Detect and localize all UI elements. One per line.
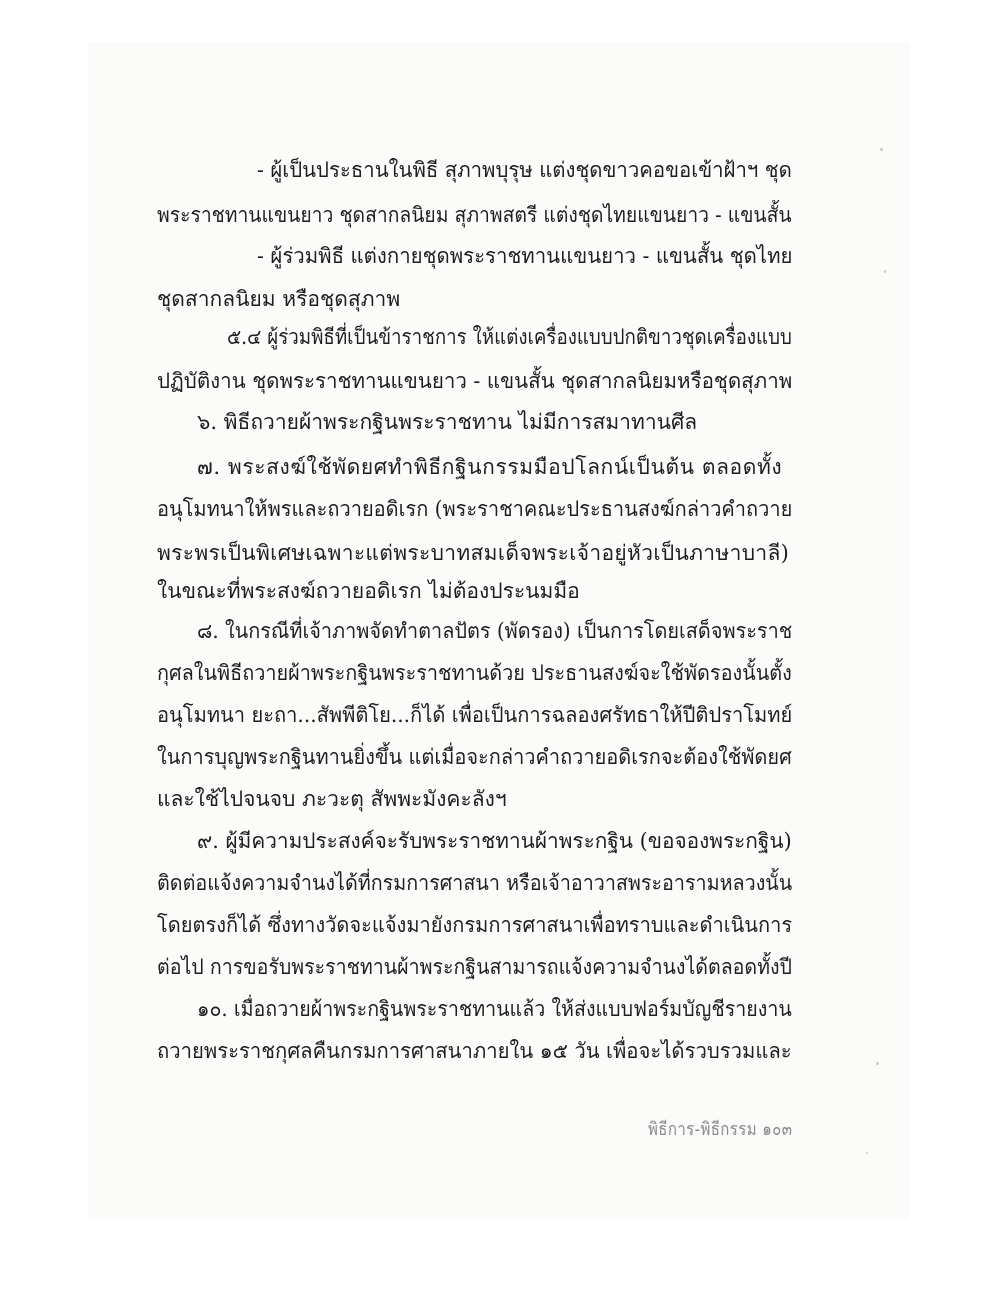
page-footer: พิธีการ-พิธีกรรม ๑๐๓ [648, 1119, 793, 1140]
text-line: และใช้ไปจนจบ ภะวะตุ สัพพะมังคะลังฯ [157, 787, 507, 811]
text-line: โดยตรงก็ได้ ซึ่งทางวัดจะแจ้งมายังกรมการศาสนาเพื่อทราบและดำเนินการ [157, 913, 793, 937]
scan-speck [880, 148, 883, 151]
text-line: ๙. ผู้มีความประสงค์จะรับพระราชทานผ้าพระกฐิน (ขอจองพระกฐิน) [197, 829, 792, 853]
text-line: ๗. พระสงฆ์ใช้พัดยศทำพิธีกฐินกรรมมือปโลกน์เป็นต้น ตลอดทั้ง [197, 455, 783, 479]
text-line: ติดต่อแจ้งความจำนงได้ที่กรมการศาสนา หรือเจ้าอาวาสพระอารามหลวงนั้น [157, 871, 793, 895]
text-line: - ผู้ร่วมพิธี แต่งกายชุดพระราชทานแขนยาว - แขนสั้น ชุดไทย [257, 244, 793, 268]
text-line: ๘. ในกรณีที่เจ้าภาพจัดทำตาลปัตร (พัดรอง) เป็นการโดยเสด็จพระราช [197, 619, 793, 643]
text-line: พระพรเป็นพิเศษเฉพาะแต่พระบาทสมเด็จพระเจ้าอยู่หัวเป็นภาษาบาลี) [157, 541, 790, 565]
text-line: พระราชทานแขนยาว ชุดสากลนิยม สุภาพสตรี แต่งชุดไทยแขนยาว - แขนสั้น [157, 203, 792, 227]
text-line: ปฏิบัติงาน ชุดพระราชทานแขนยาว - แขนสั้น ชุดสากลนิยมหรือชุดสุภาพ [157, 369, 793, 393]
text-line: ๖. พิธีถวายผ้าพระกฐินพระราชทาน ไม่มีการสมาทานศีล [197, 410, 698, 434]
text-line: ในขณะที่พระสงฆ์ถวายอดิเรก ไม่ต้องประนมมือ [157, 579, 580, 603]
text-line: อนุโมทนาให้พรและถวายอดิเรก (พระราชาคณะประธานสงฆ์กล่าวคำถวาย [157, 497, 793, 521]
scan-speck [884, 270, 886, 273]
text-line: ชุดสากลนิยม หรือชุดสุภาพ [157, 287, 401, 311]
text-line: ต่อไป การขอรับพระราชทานผ้าพระกฐินสามารถแจ้งความจำนงได้ตลอดทั้งปี [157, 955, 792, 979]
text-line: ถวายพระราชกุศลคืนกรมการศาสนาภายใน ๑๕ วัน เพื่อจะได้รวบรวมและ [157, 1039, 792, 1063]
text-line: อนุโมทนา ยะถา...สัพพีติโย...ก็ได้ เพื่อเป็นการฉลองศรัทธาให้ปีติปราโมทย์ [157, 703, 793, 727]
text-line: ๑๐. เมื่อถวายผ้าพระกฐินพระราชทานแล้ว ให้ส่งแบบฟอร์มบัญชีรายงาน [197, 997, 792, 1021]
text-line: กุศลในพิธีถวายผ้าพระกฐินพระราชทานด้วย ประธานสงฆ์จะใช้พัดรองนั้นตั้ง [157, 661, 792, 685]
text-line: ในการบุญพระกฐินทานยิ่งขึ้น แต่เมื่อจะกล่าวคำถวายอดิเรกจะต้องใช้พัดยศ [157, 745, 792, 769]
scan-speck [876, 1062, 879, 1065]
text-line: - ผู้เป็นประธานในพิธี สุภาพบุรุษ แต่งชุดขาวคอขอเข้าฝ้าฯ ชุด [257, 158, 792, 182]
scan-speck [866, 1152, 868, 1154]
text-line: ๕.๔ ผู้ร่วมพิธีที่เป็นข้าราชการ ให้แต่งเครื่องแบบปกติขาวชุดเครื่องแบบ [227, 325, 792, 349]
